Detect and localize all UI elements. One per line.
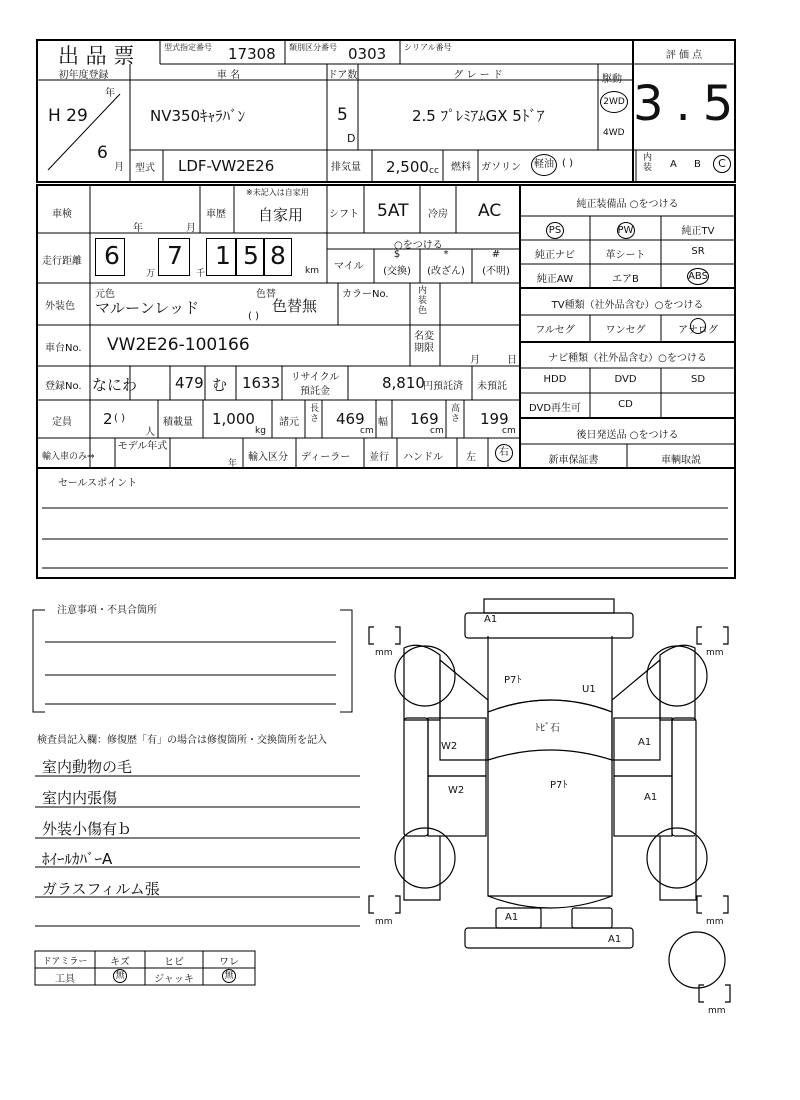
import-label: 輸入車のみ⇒ bbox=[42, 452, 95, 462]
mileage-label: 走行距離 bbox=[42, 256, 82, 267]
load-unit: kg bbox=[255, 426, 266, 436]
width-value: 169 bbox=[410, 410, 439, 428]
transfer-month: 月 bbox=[470, 355, 480, 366]
repaint-paren: ( ) bbox=[248, 311, 259, 322]
equip-ps-label: PS bbox=[546, 222, 564, 239]
repaint-label: 色替 bbox=[256, 289, 276, 300]
navi-hdd: HDD bbox=[543, 374, 567, 385]
length-unit: cm bbox=[360, 426, 374, 436]
recycle-paid: 円預託済 bbox=[423, 381, 463, 392]
equip-pw bbox=[590, 222, 661, 239]
note-line-2: 室内内張傷 bbox=[42, 789, 118, 807]
table-crack: ヒビ bbox=[164, 957, 184, 968]
note-line-5: ガラスフィルム張 bbox=[42, 880, 160, 898]
table-door-mirror: ドアミラー bbox=[42, 957, 88, 967]
first-reg-label: 初年度登録 bbox=[58, 70, 109, 81]
mm-spare: mm bbox=[708, 1006, 726, 1016]
tv-analog-circle bbox=[690, 318, 706, 334]
navi-cd: CD bbox=[618, 399, 633, 410]
serial-label: シリアル番号 bbox=[404, 43, 452, 52]
diagram-label-hood-u1: U1 bbox=[582, 684, 596, 695]
car-name: NV350ｷｬﾗﾊﾞﾝ bbox=[150, 107, 246, 125]
shift-value: 5AT bbox=[377, 201, 409, 221]
class-number-value: 0303 bbox=[348, 45, 387, 63]
diagram-label-front-right-door: A1 bbox=[638, 737, 652, 748]
fuel-label: 燃料 bbox=[451, 162, 471, 173]
navi-dvd-play: DVD再生可 bbox=[528, 403, 582, 414]
doors: 5 bbox=[337, 105, 348, 125]
table-break: ワレ bbox=[219, 957, 239, 968]
table-jack-value bbox=[203, 969, 255, 983]
later-warranty: 新車保証書 bbox=[548, 455, 599, 466]
mileage-man: 万 bbox=[146, 269, 156, 279]
unknown-symbol: # bbox=[491, 249, 501, 260]
equipment-title: 純正装備品 ○をつける bbox=[576, 199, 679, 210]
interior-grade-b: B bbox=[694, 159, 701, 170]
inspector-label: 検査員記入欄：修復歴「有」の場合は修復箇所・交換箇所を記入 bbox=[37, 735, 327, 746]
ac-label: 冷房 bbox=[428, 209, 448, 220]
year-unit: 年 bbox=[105, 88, 115, 99]
capacity-label: 定員 bbox=[52, 417, 72, 428]
mileage-km: km bbox=[305, 266, 319, 276]
door-code: D bbox=[347, 132, 356, 145]
equip-pw-label: PW bbox=[617, 222, 635, 239]
tools-none-label: 無 bbox=[113, 969, 127, 983]
mileage-digit-4: 5 bbox=[243, 241, 259, 270]
chassis-label: 車台No. bbox=[45, 343, 82, 354]
mileage-sen: 千 bbox=[196, 269, 206, 279]
table-tools: 工具 bbox=[55, 974, 75, 985]
height-unit: cm bbox=[502, 426, 516, 436]
model-year-unit: 年 bbox=[228, 459, 238, 469]
length-label: 長さ bbox=[310, 404, 320, 424]
type-designation-value: 17308 bbox=[228, 45, 276, 63]
car-name-label: 車 名 bbox=[216, 70, 241, 81]
orig-color-label: 元色 bbox=[95, 289, 115, 300]
capacity-paren: ( ) bbox=[114, 413, 125, 424]
recycle-value: 8,810 bbox=[382, 374, 425, 392]
diagram-label-front-left-door: W2 bbox=[441, 741, 458, 752]
diagram-label-windshield: ﾄﾋﾞ石 bbox=[535, 723, 560, 734]
handle-label: ハンドル bbox=[403, 452, 443, 463]
interior-color-label: 内装色 bbox=[418, 286, 428, 316]
score-label: 評 価 点 bbox=[665, 50, 703, 61]
sales-point-label: セールスポイント bbox=[58, 478, 138, 489]
table-jack: ジャッキ bbox=[154, 974, 194, 985]
insp-year-unit: 年 bbox=[133, 223, 143, 234]
mm-front-left: mm bbox=[375, 648, 393, 658]
note-line-4: ﾎｲｰﾙｶﾊﾞｰA bbox=[42, 850, 113, 868]
diagram-label-rear-left: A1 bbox=[505, 912, 519, 923]
navi-title: ナビ種類（社外品含む）○をつける bbox=[548, 353, 707, 364]
note-line-3: 外装小傷有ｂ bbox=[42, 820, 133, 838]
type-designation-label: 型式指定番号 bbox=[164, 43, 212, 52]
unknown-label: (不明) bbox=[482, 266, 510, 277]
doors-label: ドア数 bbox=[327, 70, 358, 81]
load-label: 積載量 bbox=[163, 417, 193, 428]
history-value: 自家用 bbox=[258, 206, 304, 224]
mm-rear-left: mm bbox=[375, 917, 393, 927]
diagram-label-hood: P7ﾄ bbox=[504, 675, 522, 686]
grade: 2.5 ﾌﾟﾚﾐｱﾑGX 5ﾄﾞｱ bbox=[412, 107, 545, 125]
shift-label: シフト bbox=[329, 209, 359, 220]
month-unit: 月 bbox=[114, 162, 124, 173]
interior-grade-a: A bbox=[670, 159, 677, 170]
displacement: 2,500 bbox=[386, 158, 429, 176]
transfer-day: 日 bbox=[507, 355, 517, 366]
equip-aw: 純正AW bbox=[536, 274, 574, 285]
chassis-value: VW2E26-100166 bbox=[107, 335, 250, 355]
mileage-digit-5: 8 bbox=[270, 241, 286, 270]
diagram-label-roof: P7ﾄ bbox=[550, 780, 568, 791]
form-title: 出 品 票 bbox=[58, 44, 135, 68]
diagram-label-front-bumper: A1 bbox=[484, 614, 498, 625]
drive-label: 駆動 bbox=[602, 74, 622, 85]
equip-airbag: エアB bbox=[612, 274, 639, 285]
ac-value: AC bbox=[478, 201, 502, 221]
diagram-label-rear-bumper: A1 bbox=[608, 934, 622, 945]
drive-2wd: 2WD bbox=[600, 91, 628, 113]
mm-front-right: mm bbox=[706, 648, 724, 658]
color-no-label: カラーNo. bbox=[342, 289, 389, 300]
tv-analog: アナログ bbox=[678, 325, 718, 336]
grade-label: グ レ ー ド bbox=[453, 70, 503, 81]
navi-sd: SD bbox=[690, 374, 706, 385]
displacement-label: 排気量 bbox=[331, 162, 361, 173]
reg-month: 6 bbox=[97, 143, 108, 163]
model: LDF-VW2E26 bbox=[178, 157, 275, 175]
jack-none-label: 無 bbox=[222, 969, 236, 983]
mileage-digit-1: 6 bbox=[104, 241, 120, 270]
equip-sr: SR bbox=[691, 246, 705, 257]
recycle-unpaid: 未預託 bbox=[477, 381, 507, 392]
handle-left: 左 bbox=[466, 452, 476, 463]
tampered-symbol: * bbox=[443, 249, 449, 260]
drive-4wd: 4WD bbox=[603, 128, 625, 138]
model-year-label: モデル年式 bbox=[117, 441, 168, 452]
mm-brackets bbox=[369, 627, 730, 1002]
import-div-label: 輸入区分 bbox=[248, 452, 288, 463]
history-note: ※未記入は自家用 bbox=[246, 188, 309, 197]
navi-dvd: DVD bbox=[614, 374, 637, 385]
insp-month-unit: 月 bbox=[186, 223, 196, 234]
parallel-label: 並行 bbox=[369, 452, 389, 463]
mileage-digit-3: 1 bbox=[215, 241, 231, 270]
equip-tv: 純正TV bbox=[681, 226, 715, 237]
inspection-label: 車検 bbox=[52, 209, 72, 220]
transfer-label: 名変期限 bbox=[414, 331, 434, 354]
tv-fullseg: フルセグ bbox=[535, 325, 575, 336]
mileage-circle-note: ○をつける bbox=[394, 240, 443, 251]
diagram-label-rear-right-door: A1 bbox=[644, 792, 658, 803]
exterior-label: 外装色 bbox=[45, 301, 75, 312]
equip-abs-label: ABS bbox=[687, 268, 709, 285]
exchange-label: (交換) bbox=[383, 266, 411, 277]
reg-kana: む bbox=[212, 376, 228, 394]
interior-grade-c: C bbox=[713, 155, 731, 173]
era-year: H 29 bbox=[48, 106, 88, 126]
later-manual: 車輌取説 bbox=[661, 455, 701, 466]
recycle-label-1: リサイクル bbox=[290, 372, 340, 383]
later-title: 後日発送品 ○をつける bbox=[576, 430, 679, 441]
width-unit: cm bbox=[430, 426, 444, 436]
reg-number: 1633 bbox=[242, 374, 281, 392]
handle-right: 右 bbox=[495, 444, 513, 462]
repaint-value: 色替無 bbox=[272, 297, 318, 315]
tv-title: TV種類（社外品含む）○をつける bbox=[551, 300, 704, 311]
table-tools-value bbox=[95, 969, 145, 983]
reg-class: 479 bbox=[175, 374, 204, 392]
capacity-unit: 人 bbox=[145, 427, 155, 438]
equip-ps bbox=[520, 222, 590, 239]
capacity-value: 2 bbox=[103, 410, 113, 428]
table-scratch: キズ bbox=[110, 957, 130, 968]
car-diagram bbox=[395, 599, 725, 988]
note-line-1: 室内動物の毛 bbox=[42, 758, 133, 776]
equip-abs bbox=[661, 268, 735, 285]
dealer-label: ディーラー bbox=[301, 452, 351, 463]
reg-no-label: 登録No. bbox=[45, 381, 82, 392]
exchange-symbol: $ bbox=[393, 249, 401, 260]
fuel-other: ( ) bbox=[562, 158, 573, 169]
tampered-label: (改ざん) bbox=[427, 266, 465, 277]
dims-label: 諸元 bbox=[279, 417, 299, 428]
mm-rear-right: mm bbox=[706, 917, 724, 927]
tv-oneseg: ワンセグ bbox=[605, 325, 646, 336]
score-value: 3.5 bbox=[633, 76, 746, 132]
load-value: 1,000 bbox=[212, 410, 255, 428]
orig-color: マルーンレッド bbox=[95, 299, 200, 317]
fuel-diesel: 軽油 bbox=[531, 154, 557, 176]
recycle-label-2: 預託金 bbox=[300, 386, 330, 397]
displacement-unit: cc bbox=[429, 166, 439, 176]
history-label: 車歴 bbox=[206, 209, 226, 220]
reg-region: なにわ bbox=[92, 376, 138, 394]
interior-label: 内装 bbox=[643, 153, 653, 173]
caution-label: 注意事項・不具合箇所 bbox=[57, 605, 157, 616]
height-label: 高さ bbox=[451, 404, 461, 424]
mile-label: マイル bbox=[334, 261, 364, 272]
length-value: 469 bbox=[336, 410, 365, 428]
fuel-gasoline: ガソリン bbox=[481, 162, 521, 173]
width-label: 幅 bbox=[378, 417, 388, 428]
mileage-digit-2: 7 bbox=[167, 241, 183, 270]
diagram-label-rear-left-door: W2 bbox=[448, 785, 465, 796]
model-label: 型式 bbox=[135, 163, 155, 174]
equip-navi: 純正ナビ bbox=[535, 250, 575, 261]
equip-leather: 革シート bbox=[605, 250, 646, 261]
class-number-label: 類別区分番号 bbox=[289, 43, 337, 52]
height-value: 199 bbox=[480, 410, 509, 428]
